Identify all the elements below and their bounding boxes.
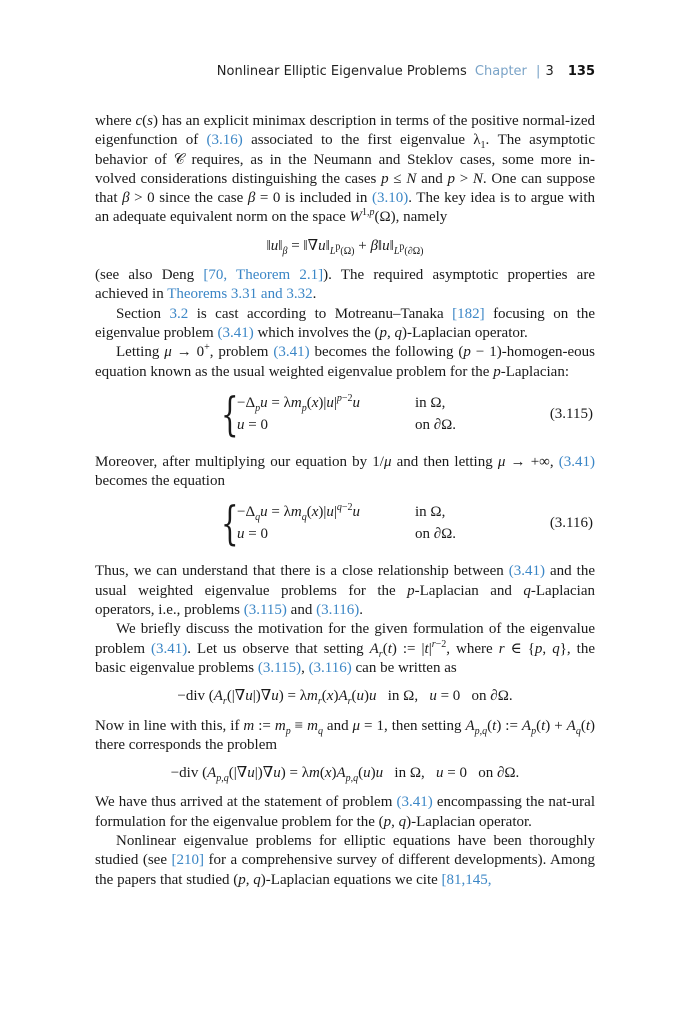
ref-eq-3-115[interactable]: (3.115) bbox=[243, 602, 287, 619]
eq-115-line-2: u = 0 bbox=[237, 416, 268, 433]
ref-eq-3-10[interactable]: (3.10) bbox=[371, 190, 409, 207]
eq-number-3-115: (3.115) bbox=[549, 405, 593, 422]
page-body bbox=[95, 112, 595, 890]
equation-div-apq: −div $(A_{p,q}(|\nabla u|)\nabla u) = \lambda m(x)A_{p,q}(u)u$ in Ω, u = 0 on ∂Ω. bbox=[170, 765, 520, 785]
paragraph-2: (see also Deng [70, Theorem 2.1]). The required asymptotic properties are achieved in Theorems 3.31 and 3.32. bbox=[95, 267, 595, 303]
ref-eq-3-41[interactable]: (3.41) bbox=[273, 344, 310, 361]
paragraph-5: Moreover, after multiplying our equation by 1/μ and then letting μ → +∞, (3.41) becomes the equation bbox=[95, 453, 595, 490]
paragraph-3: Section 3.2 is cast according to Motreanu–Tanaka [182] focusing on the eigenvalue problem (3.41) which involves the (p, q)-Laplacian operator. bbox=[95, 305, 595, 341]
ref-motreanu-tanaka[interactable]: [182] bbox=[452, 305, 485, 322]
equation-3-116 bbox=[95, 496, 595, 552]
chapter-label: Chapter bbox=[474, 64, 527, 79]
ref-eq-3-16[interactable]: (3.16) bbox=[206, 132, 243, 149]
ref-eq-3-41[interactable]: (3.41) bbox=[151, 640, 188, 657]
running-title: Nonlinear Elliptic Eigenvalue Problems bbox=[216, 64, 467, 79]
left-brace: { bbox=[221, 496, 239, 551]
eq-116-line-1: $-\Delta_qu = \lambda m_q(x)|u|^{q-2}u$ bbox=[237, 502, 361, 524]
ref-eq-3-41[interactable]: (3.41) bbox=[217, 324, 254, 341]
paragraph-8: Now in line with this, if m := $m_p \equiv m_q$ and μ = 1, then setting $A_{p,q}(t)$ := $A_p(t) + A_q(t)$ there corresponds the problem bbox=[95, 717, 595, 753]
eq-115-cond-1: in Ω, bbox=[415, 394, 446, 411]
running-header bbox=[95, 64, 595, 79]
header-separator: | bbox=[536, 64, 541, 79]
equation-div-ar: −div $(A_r(|\nabla u|)\nabla u) = \lambda m_r(x)A_r(u)u$ in Ω, u = 0 on ∂Ω. bbox=[177, 688, 513, 708]
eq-115-line-1: $-\Delta_pu = \lambda m_p(x)|u|^{p-2}u$ bbox=[237, 392, 361, 414]
eq-115-cond-2: on ∂Ω. bbox=[415, 416, 457, 433]
ref-eq-3-116[interactable]: (3.116) bbox=[316, 602, 360, 619]
ref-81-145[interactable]: [81,145, bbox=[441, 871, 492, 888]
paragraph-6: Thus, we can understand that there is a close relationship between (3.41) and the usual weighted eigenvalue problems for the p-Laplacian and q-Laplacian operators, i.e., problems (3.115) and (3.116). bbox=[95, 563, 596, 619]
ref-eq-3-41[interactable]: (3.41) bbox=[396, 794, 433, 811]
paragraph-1: where c(s) has an explicit minimax description in terms of the positive normal-ized eigenfunction of (3.16) associated to the first eigenvalue $\lambda_1$. The asymptotic behavior of 𝒞 requires, as in the Neumann and Steklov cases, some more in-volved considerations distinguishing the cases p ≤ N and p > N. One can suppose that β > 0 since the case β = 0 is included in (3.10). The key idea is to argue with an adequate equivalent norm on the space W$^{1,p}$(Ω), namely bbox=[95, 113, 595, 226]
ref-eq-3-41[interactable]: (3.41) bbox=[508, 563, 545, 580]
ref-210[interactable]: [210] bbox=[171, 852, 204, 869]
norm-equation: $‖u‖_\beta$ = $‖\nabla u‖_{L^p(\Omega)}$ + $\beta‖u‖_{L^p(\partial\Omega)}$ bbox=[266, 237, 424, 257]
paragraph-4: Letting μ → 0+, problem (3.41) becomes the following (p − 1)-homogen-eous equation known as the usual weighted eigenvalue problem for the p-Laplacian: bbox=[95, 342, 596, 380]
eq-number-3-116: (3.116) bbox=[549, 515, 593, 532]
ref-theorems[interactable]: Theorems 3.31 and 3.32 bbox=[167, 286, 313, 303]
page-number: 135 bbox=[567, 64, 595, 79]
equation-3-115 bbox=[95, 386, 595, 443]
eq-116-cond-1: in Ω, bbox=[415, 504, 446, 521]
ref-eq-3-116[interactable]: (3.116) bbox=[308, 659, 352, 676]
paragraph-7: We briefly discuss the motivation for the given formulation of the eigenvalue problem (3.41). Let us observe that setting $A_r(t)$ := $|t|^{r-2}$, where r ∈ {p, q}, the basic eigenvalue problems (3.115), (3.116) can be written as bbox=[95, 621, 596, 676]
eq-116-line-2: u = 0 bbox=[237, 526, 268, 543]
ref-deng[interactable]: [70, Theorem 2.1] bbox=[203, 267, 324, 284]
ref-eq-3-115[interactable]: (3.115) bbox=[257, 659, 302, 676]
eq-116-cond-2: on ∂Ω. bbox=[415, 526, 457, 543]
chapter-number: 3 bbox=[545, 64, 554, 79]
left-brace: { bbox=[221, 386, 239, 441]
ref-section-3-2[interactable]: 3.2 bbox=[169, 305, 189, 322]
paragraph-10: Nonlinear eigenvalue problems for elliptic equations have been thoroughly studied (see [210] for a comprehensive survey of different developments). Among the papers that studied (p, q)-Laplacian equations we cite [81,145, bbox=[95, 833, 595, 888]
paragraph-9: We have thus arrived at the statement of problem (3.41) encompassing the nat-ural formulation for the eigenvalue problem for the (p, q)-Laplacian operator. bbox=[95, 794, 595, 830]
ref-eq-3-41[interactable]: (3.41) bbox=[558, 453, 595, 470]
